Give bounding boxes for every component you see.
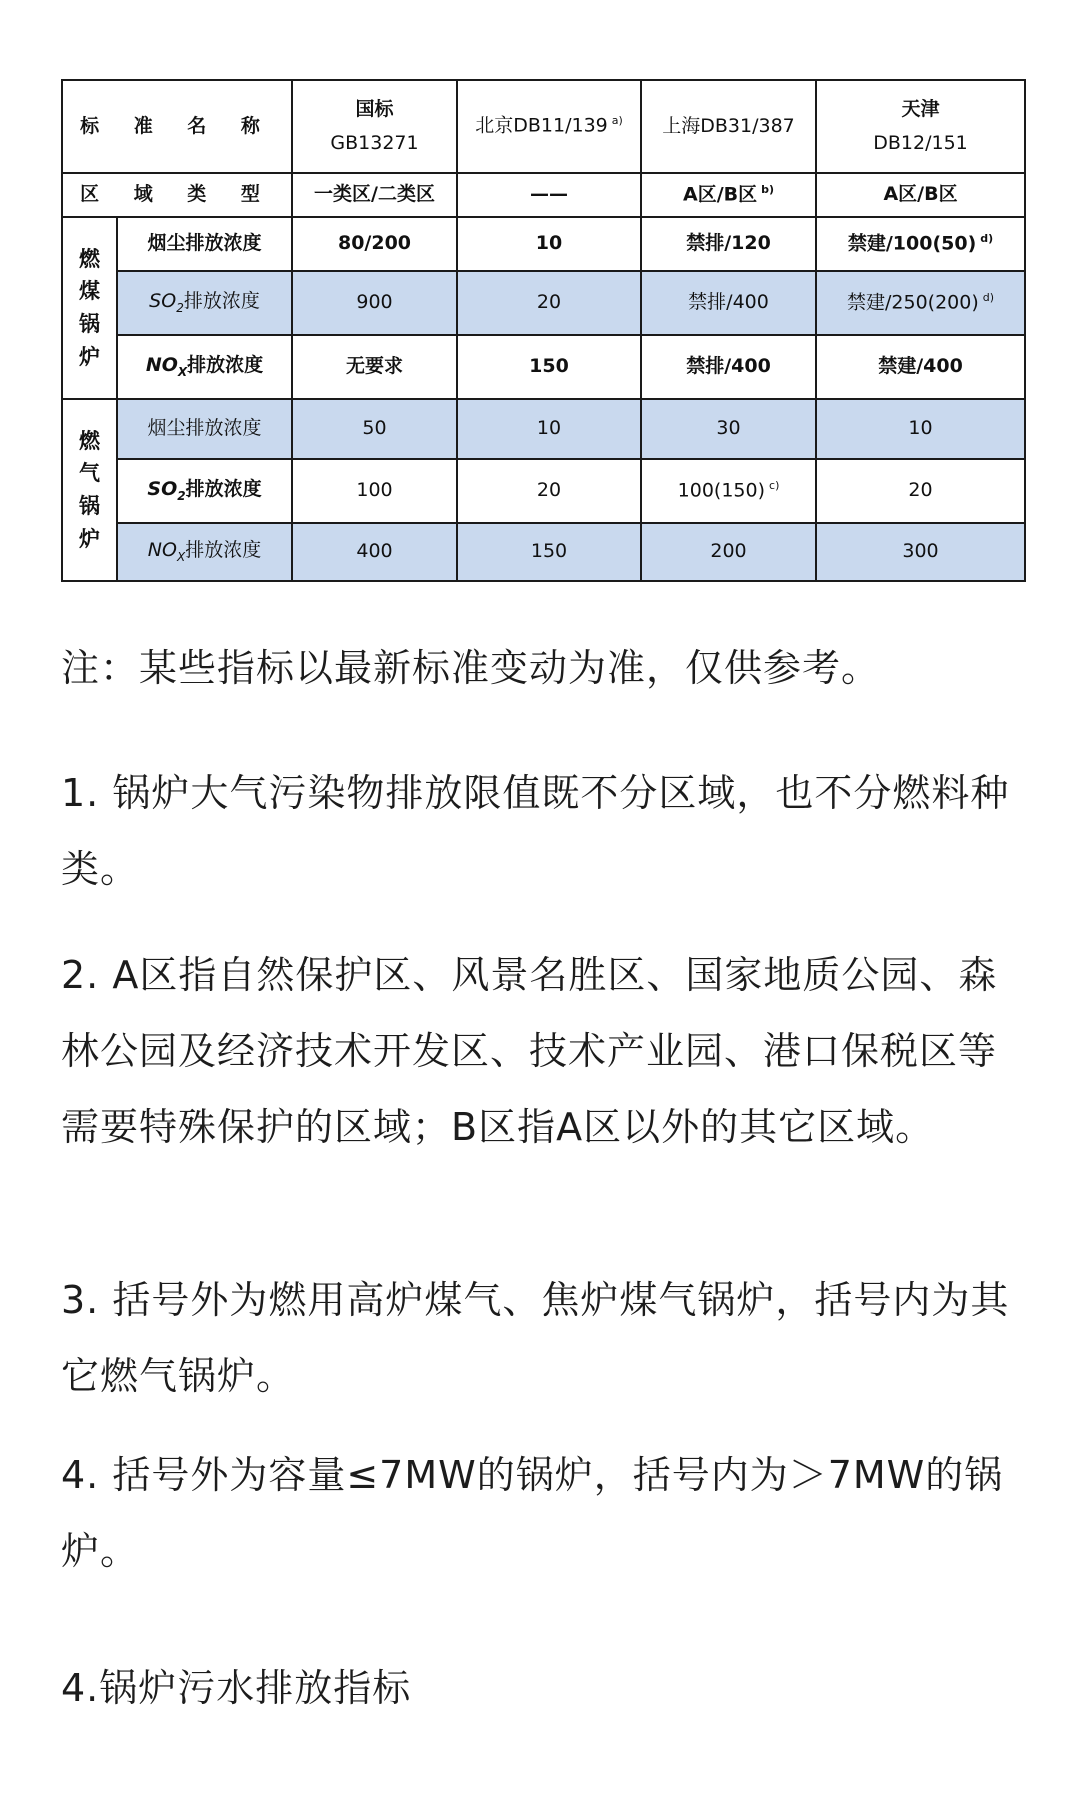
table-header-row [62, 80, 1025, 173]
coal-nox-row [62, 335, 1025, 399]
region-type-label: 区 域 类 型 [62, 173, 292, 217]
value-tianjin: 300 [816, 523, 1025, 581]
note-text: 注：某些指标以最新标准变动为准，仅供参考。 [61, 646, 881, 690]
value-shanghai: 禁排/120 [641, 217, 816, 271]
region-type-row [62, 173, 1025, 217]
value-beijing: 150 [457, 523, 641, 581]
value-beijing: 20 [457, 459, 641, 523]
param-label: $NO_X$排放浓度 [117, 335, 292, 399]
value-beijing: 10 [457, 217, 641, 271]
value-beijing: 20 [457, 271, 641, 335]
value-gb: 900 [292, 271, 457, 335]
coal-boiler-group-label: 燃 煤 锅 炉 [62, 217, 117, 399]
value-tianjin: 禁建/100(50) $^{d)}$ [816, 217, 1025, 271]
value-tianjin: 禁建/250(200) $^{d)}$ [816, 271, 1025, 335]
value-tianjin: 20 [816, 459, 1025, 523]
region-beijing: —— [457, 173, 641, 217]
paragraph-2: 2. A区指自然保护区、风景名胜区、国家地质公园、森林公园及经济技术开发区、技术产业园、港口保税区等需要特殊保护的区域；B区指A区以外的其它区域。 [61, 953, 998, 1149]
gas-dust-row [62, 399, 1025, 459]
value-shanghai: 禁排/400 [641, 335, 816, 399]
paragraph-4: 4. 括号外为容量≤7MW的锅炉，括号内为＞7MW的锅炉。 [61, 1453, 1004, 1573]
region-tianjin: A区/B区 [816, 173, 1025, 217]
gas-nox-row [62, 523, 1025, 581]
gas-boiler-group-label: 燃 气 锅 炉 [62, 399, 117, 581]
value-gb: 80/200 [292, 217, 457, 271]
param-label: 烟尘排放浓度 [117, 217, 292, 271]
value-shanghai: 200 [641, 523, 816, 581]
tianjin-standard-header: 天津 DB12/151 [816, 80, 1025, 173]
param-label: $SO_2$排放浓度 [117, 271, 292, 335]
value-tianjin: 禁建/400 [816, 335, 1025, 399]
coal-so2-row [62, 271, 1025, 335]
paragraph-3: 3. 括号外为燃用高炉煤气、焦炉煤气锅炉，括号内为其它燃气锅炉。 [61, 1278, 1010, 1398]
paragraph-1: 1. 锅炉大气污染物排放限值既不分区域，也不分燃料种类。 [61, 771, 1010, 891]
value-tianjin: 10 [816, 399, 1025, 459]
value-gb: 50 [292, 399, 457, 459]
region-shanghai: A区/B区 $^{b)}$ [641, 173, 816, 217]
value-gb: 100 [292, 459, 457, 523]
value-shanghai: 禁排/400 [641, 271, 816, 335]
region-gb: 一类区/二类区 [292, 173, 457, 217]
section-heading: 4.锅炉污水排放指标 [61, 1666, 412, 1710]
beijing-standard-header: 北京DB11/139 $^{a)}$ [457, 80, 641, 173]
coal-dust-row [62, 217, 1025, 271]
value-gb: 400 [292, 523, 457, 581]
gb-standard-header: 国标 GB13271 [292, 80, 457, 173]
value-shanghai: 30 [641, 399, 816, 459]
emission-standards-table [61, 79, 1026, 582]
param-label: $NO_X$排放浓度 [117, 523, 292, 581]
value-beijing: 10 [457, 399, 641, 459]
value-beijing: 150 [457, 335, 641, 399]
param-label: 烟尘排放浓度 [117, 399, 292, 459]
standard-name-label: 标 准 名 称 [62, 80, 292, 173]
shanghai-standard-header: 上海DB31/387 [641, 80, 816, 173]
param-label: $SO_2$排放浓度 [117, 459, 292, 523]
gas-so2-row [62, 459, 1025, 523]
value-shanghai: 100(150) $^{c)}$ [641, 459, 816, 523]
value-gb: 无要求 [292, 335, 457, 399]
